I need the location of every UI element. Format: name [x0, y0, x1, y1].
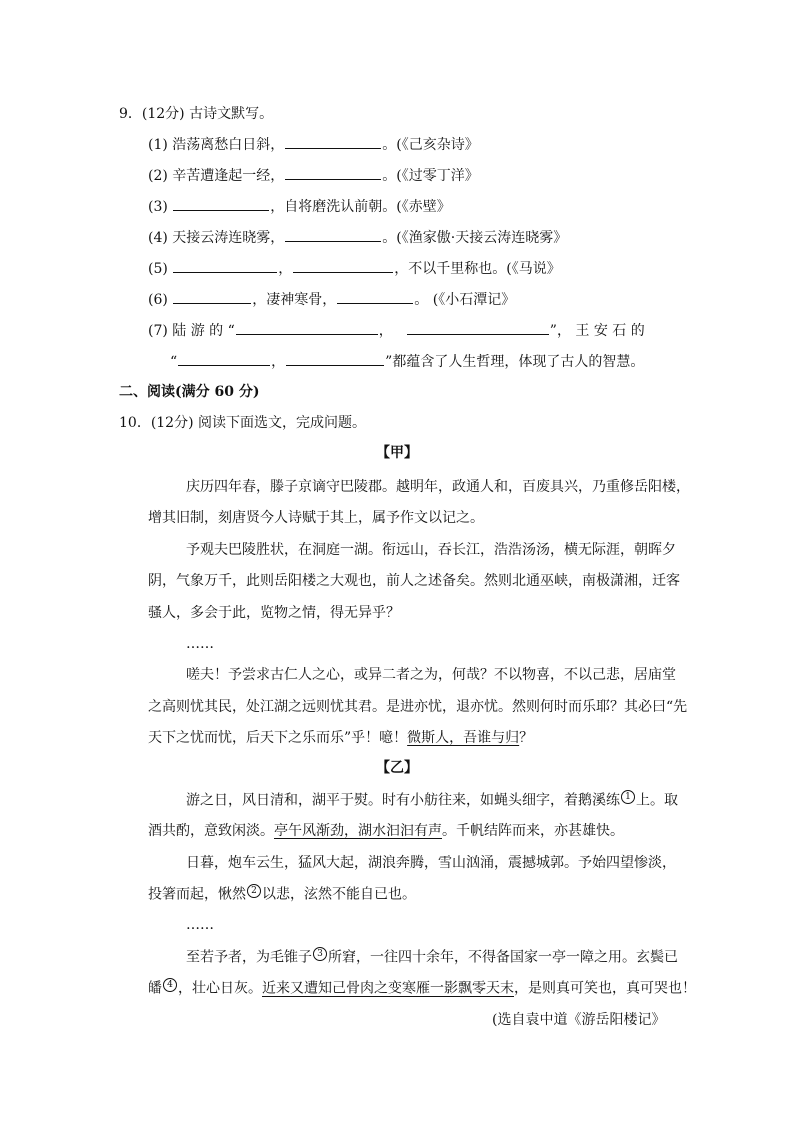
footnote-marker: 2: [247, 884, 261, 898]
answer-blank[interactable]: [173, 196, 269, 211]
q9-item-7-cont: “ ， ”都蕴含了人生哲理，体现了古人的智慧。: [170, 351, 644, 372]
q9-item-1: (1) 浩荡离愁白日斜， 。(《己亥杂诗》: [148, 134, 479, 155]
passage-line: 酒共酌，意致闲淡。亭午风渐劲，湖水汩汩有声。千帆结阵而来，亦甚雄快。: [148, 823, 624, 839]
passage-line: 庆历四年春，滕子京谪守巴陵郡。越明年，政通人和，百废具兴，乃重修岳阳楼，: [186, 479, 690, 495]
passage-jia-title: 【甲】: [376, 445, 418, 461]
q9-item-2: (2) 辛苦遭逢起一经， 。(《过零丁洋》: [148, 165, 479, 186]
answer-blank[interactable]: [285, 134, 381, 149]
q9-item-4: (4) 天接云涛连晓雾， 。(《渔家傲·天接云涛连晓雾》: [148, 227, 567, 248]
passage-line: 天下之忧而忧，后天下之乐而乐”乎！噫！微斯人，吾谁与归？: [148, 730, 534, 746]
answer-blank[interactable]: [173, 289, 251, 304]
q9-item-3: (3) ，自将磨洗认前朝。(《赤壁》: [148, 196, 451, 217]
answer-blank[interactable]: [173, 258, 277, 273]
passage-line: 皤 4 ，壮心日灰。近来又遭知己骨肉之变寒雁一影飘零天末，是则真可笑也，真可哭也！: [148, 980, 696, 997]
answer-blank[interactable]: [285, 165, 381, 180]
q9-item-7: (7) 陆 游 的 “ ， ”， 王 安 石 的: [148, 320, 645, 341]
ellipsis: ……: [186, 636, 214, 652]
passage-line: 予观夫巴陵胜状，在洞庭一湖。衔远山，吞长江，浩浩汤汤，横无际涯，朝晖夕: [186, 542, 676, 558]
section-heading: 二、阅读(满分 60 分): [119, 384, 260, 400]
q9-item-6: (6) ，凄神寒骨， 。 (《小石潭记》: [148, 289, 515, 310]
passage-line: 嗟夫！予尝求古仁人之心，或异二者之为，何哉？不以物喜，不以己悲，居庙堂: [186, 667, 676, 683]
footnote-marker: 3: [313, 947, 327, 961]
passage-line: 投箸而起，愀然 2 以悲，泫然不能自已也。: [148, 886, 416, 903]
passage-source: (选自袁中道《游岳阳楼记》: [492, 1012, 666, 1028]
q9-item-5: (5) ， ，不以千里称也。(《马说》: [148, 258, 561, 279]
passage-line: 游之日，风日清和，湖平于熨。时有小舫往来，如蝇头细字，着鹅溪练 1 上。取: [186, 792, 678, 809]
underlined-sentence: 微斯人，吾谁与归: [407, 730, 520, 746]
footnote-marker: 1: [621, 790, 635, 804]
answer-blank[interactable]: [337, 289, 413, 304]
underlined-sentence: 近来又遭知己骨肉之变寒雁一影飘零天末: [262, 980, 514, 997]
underlined-sentence: 亭午风渐劲，湖水汩汩有声: [274, 823, 442, 839]
answer-blank[interactable]: [407, 320, 549, 335]
passage-line: 至若予者，为毛锥子 3 所窘，一往四十余年，不得备国家一亭一障之用。玄鬓已: [186, 949, 678, 966]
answer-blank[interactable]: [236, 320, 378, 335]
ellipsis: ……: [186, 917, 214, 933]
answer-blank[interactable]: [286, 351, 384, 366]
passage-line: 日暮，炮车云生，猛风大起，湖浪奔腾，雪山汹涌，震撼城郭。予始四望惨淡，: [186, 855, 676, 871]
passage-yi-title: 【乙】: [376, 760, 418, 776]
answer-blank[interactable]: [178, 351, 270, 366]
q10-header: 10．(12分) 阅读下面选文，完成问题。: [119, 415, 367, 431]
answer-blank[interactable]: [285, 227, 381, 242]
passage-line: 阴，气象万千，此则岳阳楼之大观也，前人之述备矣。然则北通巫峡，南极潇湘，迁客: [148, 573, 680, 589]
passage-line: 之高则忧其民，处江湖之远则忧其君。是进亦忧，退亦忧。然则何时而乐耶？其必曰“先: [148, 699, 688, 715]
passage-line: 增其旧制，刻唐贤今人诗赋于其上，属予作文以记之。: [148, 510, 484, 526]
passage-line: 骚人，多会于此，览物之情，得无异乎？: [148, 605, 400, 621]
footnote-marker: 4: [163, 978, 177, 992]
answer-blank[interactable]: [293, 258, 393, 273]
q9-header: 9．(12分) 古诗文默写。: [119, 106, 274, 122]
